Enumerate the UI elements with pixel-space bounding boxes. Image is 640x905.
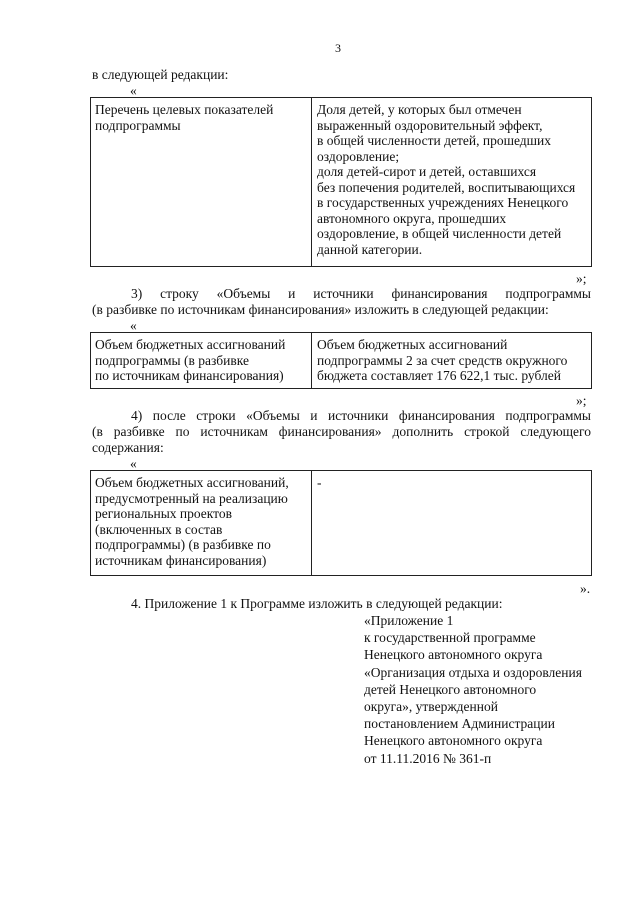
table-2-left-line: по источникам финансирования) <box>95 368 284 383</box>
appendix-line: «Организация отдыха и оздоровления <box>364 664 582 680</box>
table-2-right-cell <box>317 337 567 384</box>
appendix-line: от 11.11.2016 № 361-п <box>364 750 492 766</box>
table-1-right-line: в общей численности детей, прошедших <box>317 133 552 148</box>
table-2-left-cell <box>95 337 285 384</box>
item-3-line-1: 3) строку «Объемы и источники финансирования подпрограммы <box>131 286 591 301</box>
table-1-right-cell <box>317 102 575 257</box>
appendix-item: 4. Приложение 1 к Программе изложить в следующей редакции: <box>131 596 503 611</box>
table-2-left-line: Объем бюджетных ассигнований <box>95 337 286 352</box>
quote-open-2: « <box>130 318 137 333</box>
item-3-line-2: (в разбивке по источникам финансирования» изложить в следующей редакции: <box>92 302 549 317</box>
table-1-left-line: Перечень целевых показателей <box>95 102 274 117</box>
table-1-right-line: в государственных учреждениях Ненецкого <box>317 195 569 210</box>
intro-text: в следующей редакции: <box>92 67 229 82</box>
table-1-right-line: оздоровление, в общей численности детей <box>317 226 562 241</box>
item-4-line-2: (в разбивке по источникам финансирования» дополнить строкой следующего <box>92 424 591 439</box>
table-1-left-cell <box>95 102 273 133</box>
table-2-divider <box>311 333 312 388</box>
quote-close-3: ». <box>580 581 591 596</box>
quote-open-1: « <box>130 83 137 98</box>
table-3-left-line: (включенных в состав <box>95 521 223 537</box>
appendix-line: округа», утвержденной <box>364 699 498 715</box>
appendix-line: Ненецкого автономного округа <box>364 733 543 749</box>
table-3-divider <box>311 471 312 575</box>
table-2-left-line: подпрограммы (в разбивке <box>95 352 249 368</box>
table-1-right-line: оздоровление; <box>317 148 400 164</box>
page-number: 3 <box>335 41 341 55</box>
table-2-right-line: подпрограммы 2 за счет средств окружного <box>317 352 568 368</box>
table-3-left-line: региональных проектов <box>95 506 233 521</box>
table-1-right-line: данной категории. <box>317 241 423 257</box>
table-1-left-line: подпрограммы <box>95 117 181 133</box>
quote-close-1: »; <box>576 271 587 286</box>
table-3-left-cell <box>95 475 289 568</box>
appendix-line: постановлением Администрации <box>364 716 555 732</box>
table-3-left-line: источникам финансирования) <box>95 552 267 568</box>
quote-open-3: « <box>130 456 137 471</box>
table-1 <box>90 97 592 267</box>
appendix-line: к государственной программе <box>364 630 536 646</box>
item-4-line-3: содержания: <box>92 440 164 455</box>
table-3-left-line: предусмотренный на реализацию <box>95 490 288 506</box>
table-1-right-line: автономного округа, прошедших <box>317 210 507 226</box>
item-4-line-1: 4) после строки «Объемы и источники финансирования подпрограммы <box>131 408 591 423</box>
appendix-block <box>364 612 582 767</box>
table-1-right-line: доля детей-сирот и детей, оставшихся <box>317 164 537 179</box>
table-2-right-line: бюджета составляет 176 622,1 тыс. рублей <box>317 368 561 383</box>
table-1-right-line: Доля детей, у которых был отмечен <box>317 102 522 117</box>
table-3-right-cell <box>317 475 322 491</box>
appendix-line: Ненецкого автономного округа <box>364 647 543 663</box>
table-3-left-line: подпрограммы) (в разбивке по <box>95 537 271 552</box>
table-1-right-line: без попечения родителей, воспитывающихся <box>317 179 576 195</box>
table-3-right-line: - <box>317 475 322 490</box>
appendix-line: «Приложение 1 <box>364 613 454 628</box>
table-3 <box>90 470 592 576</box>
quote-close-2: »; <box>576 393 587 408</box>
table-1-divider <box>311 98 312 266</box>
table-2-right-line: Объем бюджетных ассигнований <box>317 337 508 352</box>
table-1-right-line: выраженный оздоровительный эффект, <box>317 117 543 133</box>
table-3-left-line: Объем бюджетных ассигнований, <box>95 475 289 490</box>
table-2 <box>90 332 592 389</box>
appendix-line: детей Ненецкого автономного <box>364 681 537 697</box>
